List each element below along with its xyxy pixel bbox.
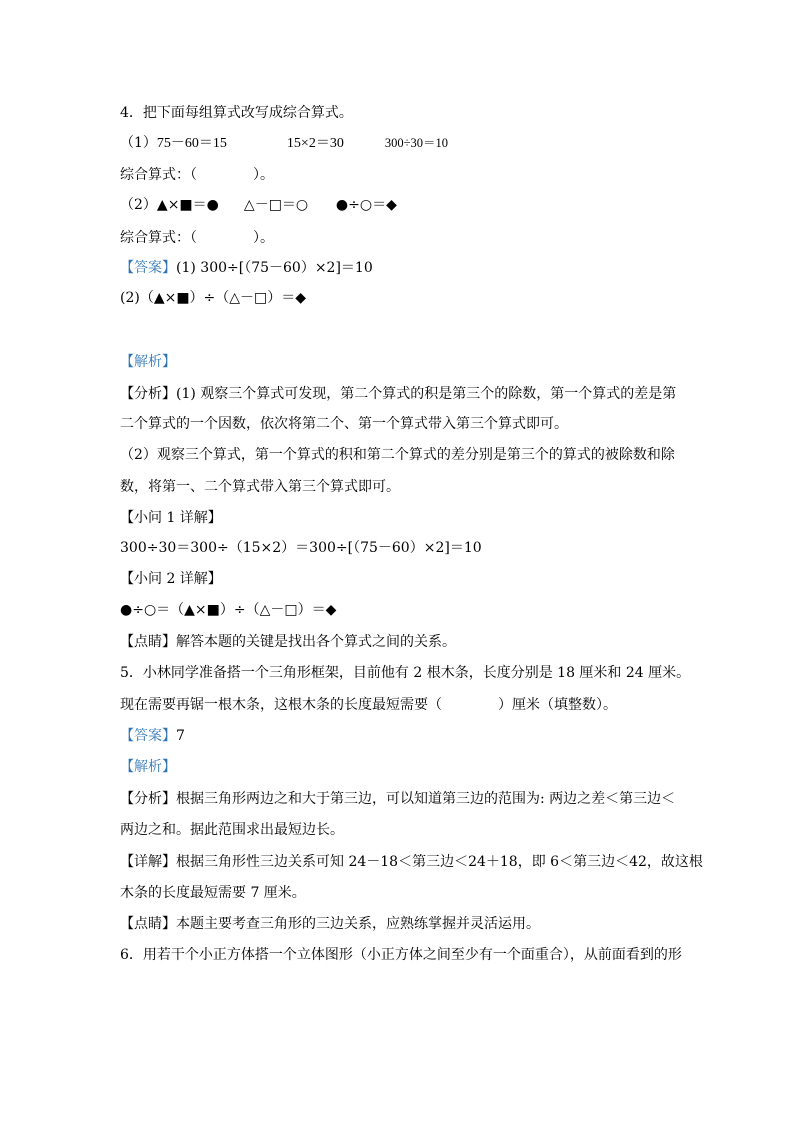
q4-sub2-tag: 【小问 2 详解】 (120, 571, 222, 587)
fenxi-tag: 【分析】 (120, 791, 176, 807)
q4-dianjing (120, 632, 456, 652)
q4-sub1-tag: 【小问 1 详解】 (120, 510, 222, 526)
answer-tag: 【答案】 (120, 728, 176, 744)
q4-sub2-solution: ●÷○＝（▲×■）÷（△－□）＝◆ (120, 602, 337, 618)
q4-part1-expressions (120, 133, 448, 154)
q5-fenxi-a (120, 789, 675, 809)
q5-xiangjie-text-a: 根据三角形性三边关系可知 24－18＜第三边＜24＋18，即 6＜第三边＜42，故这根 (176, 854, 703, 870)
q4-part2-expressions (120, 195, 397, 215)
q4-title: 4．把下面每组算式改写成综合算式。 (120, 105, 353, 121)
q5-fenxi-b: 两边之和。据此范围求出最短边长。 (120, 822, 344, 838)
q5-line-1: 5．小林同学准备搭一个三角形框架，目前他有 2 根木条，长度分别是 18 厘米和 24 厘米。 (120, 665, 691, 681)
q4-part2-expr-2: △－□＝○ (243, 197, 309, 213)
q4-fenxi-2b: 数，将第一、二个算式带入第三个算式即可。 (120, 479, 400, 495)
q4-part1-expr-1: 75－60＝15 (156, 136, 227, 151)
q4-part1-label: （1） (120, 135, 157, 151)
dianjing-tag: 【点睛】 (120, 916, 176, 932)
q5-xiangjie-a (120, 852, 703, 872)
q4-analysis-tag: 【解析】 (120, 354, 176, 370)
q4-fenxi-text-1a: (1) 观察三个算式可发现，第二个算式的积是第三个的除数，第一个算式的差是第 (176, 386, 677, 402)
q4-answer-1 (120, 258, 373, 278)
q4-part2-label: （2） (120, 197, 157, 213)
q4-sub1-solution: 300÷30＝300÷（15×2）＝300÷[（75－60）×2]＝10 (120, 540, 482, 556)
q5-xiangjie-b: 木条的长度最短需要 7 厘米。 (120, 885, 306, 901)
q4-fenxi-1a (120, 384, 676, 404)
dianjing-tag: 【点睛】 (120, 634, 176, 650)
q5-answer (120, 726, 185, 746)
q4-part1-expr-2: 15×2＝30 (286, 136, 344, 151)
q4-answer-text-1: (1) 300÷[（75－60）×2]＝10 (176, 260, 373, 276)
q4-dianjing-text: 解答本题的关键是找出各个算式之间的关系。 (176, 634, 456, 650)
q4-part1-expr-3: 300÷30＝10 (384, 136, 449, 150)
q4-blank-2: 综合算式：（ ）。 (120, 230, 274, 246)
xiangjie-tag: 【详解】 (120, 854, 176, 870)
q5-dianjing (120, 914, 540, 934)
q4-answer-2: (2)（▲×■）÷（△－□）＝◆ (120, 290, 307, 306)
q5-fenxi-text-a: 根据三角形两边之和大于第三边，可以知道第三边的范围为: 两边之差＜第三边＜ (176, 791, 676, 807)
q4-fenxi-2a: （2）观察三个算式，第一个算式的积和第二个算式的差分别是第三个的算式的被除数和除 (120, 447, 675, 463)
q6-line-1: 6．用若干个小正方体搭一个立体图形（小正方体之间至少有一个面重合），从前面看到的形 (120, 947, 682, 963)
q5-answer-text: 7 (176, 728, 185, 744)
q4-part2-expr-3: ●÷○＝◆ (335, 197, 397, 213)
answer-tag: 【答案】 (120, 260, 176, 276)
q4-fenxi-1b: 二个算式的一个因数，依次将第二个、第一个算式带入第三个算式即可。 (120, 416, 568, 432)
q5-dianjing-text: 本题主要考查三角形的三边关系，应熟练掌握并灵活运用。 (176, 916, 540, 932)
q5-line-2: 现在需要再锯一根木条，这根木条的长度最短需要（ ）厘米（填整数）。 (120, 697, 617, 713)
q4-blank-1: 综合算式：（ ）。 (120, 167, 274, 183)
q5-analysis-tag: 【解析】 (120, 759, 176, 775)
q4-part2-expr-1: ▲×■＝● (156, 197, 219, 213)
fenxi-tag: 【分析】 (120, 386, 176, 402)
